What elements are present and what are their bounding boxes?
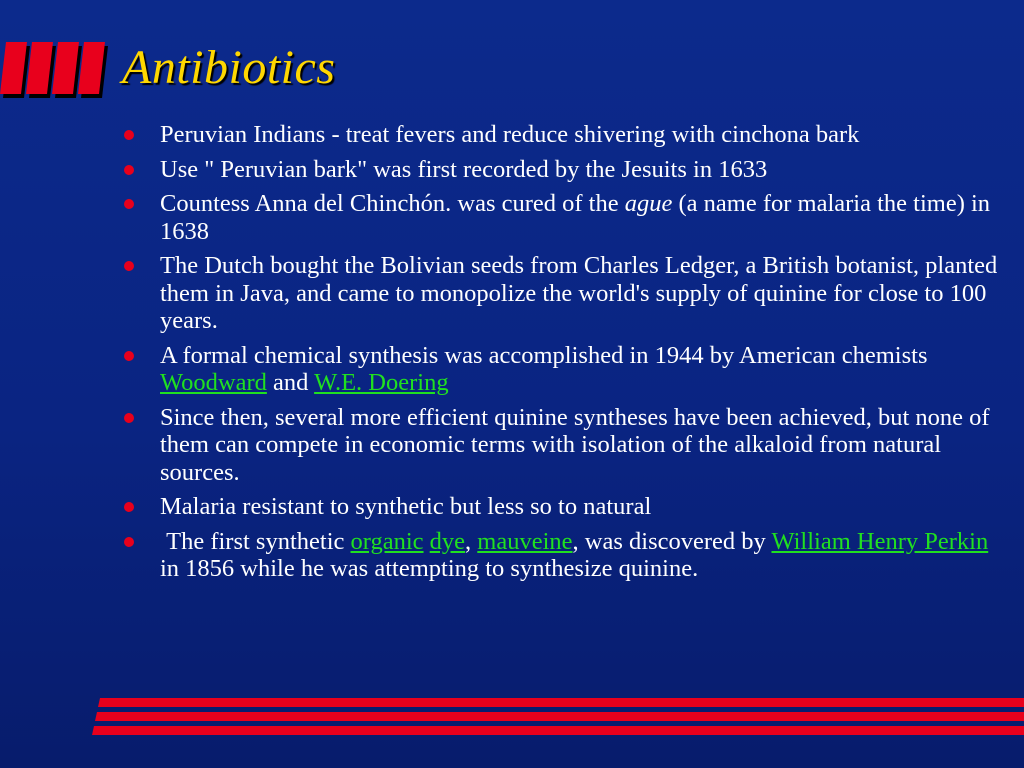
bullet-dot-icon — [124, 413, 134, 423]
link-organic[interactable]: organic — [350, 527, 424, 555]
bullet-item — [120, 156, 1000, 184]
bullet-item — [120, 190, 1000, 245]
bullet-text: Use " Peruvian bark" was first recorded by the Jesuits in 1633 — [160, 155, 768, 183]
bullet-item — [120, 252, 1000, 335]
bullet-text: The first synthetic — [160, 527, 351, 555]
bullet-dot-icon — [124, 261, 134, 271]
bullet-dot-icon — [124, 199, 134, 209]
bullet-text: Malaria resistant to synthetic but less so to natural — [160, 493, 652, 520]
bullet-text: Since then, several more efficient quinine syntheses have been achieved, but none of them can compete in economic terms with isolation of the alkaloid from natural sources. — [160, 403, 990, 486]
bullet-dot-icon — [124, 165, 134, 175]
link-we-doering[interactable]: W.E. Doering — [314, 369, 449, 396]
bullet-text: Countess Anna del Chinchón. was cured of the — [160, 190, 625, 217]
link-dye[interactable]: dye — [429, 527, 466, 555]
bullet-item — [120, 493, 1000, 521]
bullet-item — [120, 121, 1000, 149]
bullet-dot-icon — [124, 537, 134, 547]
bullet-emphasis-ague: ague — [624, 190, 673, 217]
link-william-henry-perkin[interactable]: William Henry Perkin — [771, 527, 989, 555]
link-woodward[interactable]: Woodward — [160, 369, 267, 396]
bullet-item — [120, 342, 1000, 397]
bullet-dot-icon — [124, 130, 134, 140]
bullet-text: and — [266, 369, 315, 396]
footer-red-stripes-decoration — [92, 698, 1024, 738]
bullet-separator: , — [465, 527, 478, 555]
title-red-bars-decoration — [0, 42, 110, 98]
bullet-text: , was discovered by — [572, 527, 772, 555]
bullet-dot-icon — [124, 502, 134, 512]
bullet-text: in 1856 while he was attempting to synthesize quinine. — [160, 555, 699, 582]
bullet-text: (a name for malaria the time) in 1638 — [160, 190, 991, 245]
link-mauveine[interactable]: mauveine — [477, 527, 573, 555]
bullet-dot-icon — [124, 351, 134, 361]
bullet-list — [120, 121, 1000, 590]
bullet-item — [120, 528, 1000, 583]
bullet-text: The Dutch bought the Bolivian seeds from Charles Ledger, a British botanist, planted them in Java, and came to monopolize the world's supply of quinine for close to 100 years. — [160, 252, 998, 334]
bullet-item — [120, 404, 1000, 487]
slide-title: Antibiotics — [122, 41, 336, 94]
bullet-text: Peruvian Indians - treat fevers and reduce shivering with cinchona bark — [160, 121, 860, 148]
bullet-text: A formal chemical synthesis was accomplished in 1944 by American chemists — [160, 341, 928, 369]
